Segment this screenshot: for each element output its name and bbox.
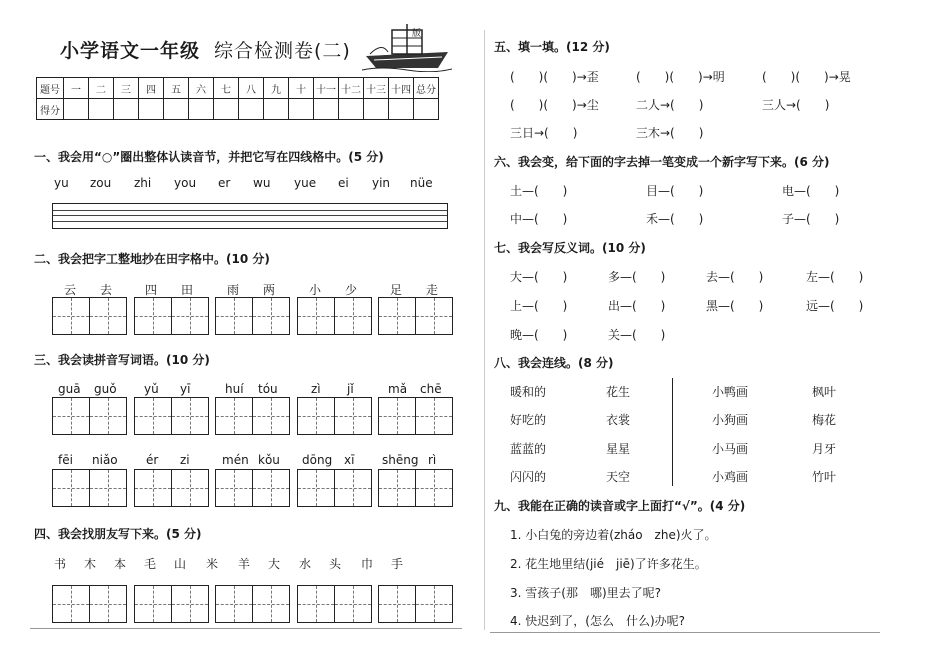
tianzi-grid[interactable] [215, 469, 290, 507]
pinyin: yī [180, 382, 191, 396]
pinyin: yǔ [144, 382, 159, 396]
match-right-word[interactable]: 竹叶 [812, 470, 837, 484]
syllable[interactable]: ei [338, 176, 349, 190]
antonym-item[interactable]: 左—( ) [806, 270, 864, 284]
friend-char: 米 [206, 557, 219, 571]
match-left-word[interactable]: 小狗画 [712, 413, 749, 427]
tianzi-grid[interactable] [134, 585, 209, 623]
score-input-cell[interactable] [414, 99, 439, 120]
fill-item[interactable]: ( )( )→明 [636, 70, 725, 84]
tianzi-grid[interactable] [52, 297, 127, 335]
tianzi-grid[interactable] [297, 469, 372, 507]
antonym-item[interactable]: 多—( ) [608, 270, 666, 284]
score-table [36, 77, 439, 120]
bottom-rule-right [490, 632, 880, 633]
score-cell: 一 [64, 78, 89, 99]
score-input-cell[interactable] [89, 99, 114, 120]
score-input-cell[interactable] [214, 99, 239, 120]
antonym-item[interactable]: 出—( ) [608, 299, 666, 313]
score-cell: 十一 [314, 78, 339, 99]
match-divider [672, 378, 673, 486]
match-left-word[interactable]: 小鸭画 [712, 385, 749, 399]
score-input-cell[interactable] [289, 99, 314, 120]
four-line-writing-area[interactable] [52, 203, 448, 229]
boat-logo [362, 22, 452, 72]
syllable[interactable]: nüe [410, 176, 433, 190]
tianzi-grid[interactable] [378, 469, 453, 507]
match-left-word[interactable]: 蓝蓝的 [510, 442, 547, 456]
pinyin: mǎ [388, 382, 408, 396]
tianzi-grid[interactable] [134, 397, 209, 435]
fill-item[interactable]: 三日→( ) [510, 126, 578, 140]
score-input-cell[interactable] [339, 99, 364, 120]
pinyin: ér [146, 453, 159, 467]
page-title: 小学语文一年级 [60, 40, 201, 62]
copy-char: 足 [390, 283, 403, 297]
pinyin: chē [420, 382, 442, 396]
tianzi-grid[interactable] [134, 469, 209, 507]
pinyin: tóu [258, 382, 278, 396]
friend-char: 毛 [144, 557, 157, 571]
antonym-item[interactable]: 去—( ) [706, 270, 764, 284]
match-left-word[interactable]: 小鸡画 [712, 470, 749, 484]
score-cell: 十四 [389, 78, 414, 99]
match-right-word[interactable]: 衣裳 [606, 413, 631, 427]
syllable[interactable]: yin [372, 176, 391, 190]
match-right-word[interactable]: 梅花 [812, 413, 837, 427]
friend-char: 书 [54, 557, 67, 571]
friend-char: 木 [84, 557, 97, 571]
antonym-item[interactable]: 黑—( ) [706, 299, 764, 313]
section-9-heading: 九、我能在正确的读音或字上面打“√”。(4 分) [494, 499, 746, 513]
copy-char: 小 [309, 283, 322, 297]
antonym-item[interactable]: 晚—( ) [510, 328, 568, 342]
pinyin: huí [225, 382, 244, 396]
tianzi-grid[interactable] [378, 585, 453, 623]
tianzi-grid[interactable] [297, 297, 372, 335]
syllable[interactable]: you [174, 176, 197, 190]
pinyin: fēi [58, 453, 73, 467]
remove-stroke-item[interactable]: 中—( ) [510, 212, 568, 226]
section-6-heading: 六、我会变，给下面的字去掉一笔变成一个新字写下来。(6 分) [494, 155, 830, 169]
score-cell: 三 [114, 78, 139, 99]
score-cell: 六 [189, 78, 214, 99]
copy-char: 四 [145, 283, 158, 297]
fill-item[interactable]: ( )( )→晃 [762, 70, 851, 84]
tianzi-grid[interactable] [134, 297, 209, 335]
friend-char: 山 [174, 557, 187, 571]
score-table-row-score [37, 99, 439, 120]
score-cell: 十 [289, 78, 314, 99]
match-left-word[interactable]: 暖和的 [510, 385, 547, 399]
tianzi-grid[interactable] [378, 397, 453, 435]
antonym-item[interactable]: 远—( ) [806, 299, 864, 313]
tianzi-grid[interactable] [215, 297, 290, 335]
tianzi-grid[interactable] [215, 585, 290, 623]
section-1-heading: 一、我会用“○”圈出整体认读音节，并把它写在四线格中。(5 分) [34, 150, 384, 164]
boat-logo-label: 版 [412, 29, 422, 39]
section-4-heading: 四、我会找朋友写下来。(5 分) [34, 527, 202, 541]
antonym-item[interactable]: 上—( ) [510, 299, 568, 313]
match-left-word[interactable]: 好吃的 [510, 413, 547, 427]
syllable[interactable]: wu [253, 176, 271, 190]
tianzi-grid[interactable] [52, 469, 127, 507]
fill-item[interactable]: 三木→( ) [636, 126, 704, 140]
match-right-word[interactable]: 枫叶 [812, 385, 837, 399]
score-cell: 四 [139, 78, 164, 99]
fill-item[interactable]: 二人→( ) [636, 98, 704, 112]
pinyin: shēng [382, 453, 419, 467]
score-cell: 十三 [364, 78, 389, 99]
score-cell: 九 [264, 78, 289, 99]
friend-char: 水 [299, 557, 312, 571]
score-input-cell[interactable] [114, 99, 139, 120]
section-3-heading: 三、我会读拼音写词语。(10 分) [34, 353, 210, 367]
page-divider [484, 30, 485, 630]
syllable[interactable]: zou [90, 176, 112, 190]
friend-char: 大 [268, 557, 281, 571]
tianzi-grid[interactable] [52, 585, 127, 623]
check-item[interactable]: 2. 花生地里结(jié jiē)了许多花生。 [510, 557, 707, 571]
score-cell: 五 [164, 78, 189, 99]
match-right-word[interactable]: 天空 [606, 470, 631, 484]
tianzi-grid[interactable] [52, 397, 127, 435]
match-left-word[interactable]: 闪闪的 [510, 470, 547, 484]
pinyin: niǎo [92, 453, 118, 467]
score-input-cell[interactable] [139, 99, 164, 120]
antonym-item[interactable]: 大—( ) [510, 270, 568, 284]
score-cell: 二 [89, 78, 114, 99]
score-cell: 七 [214, 78, 239, 99]
pinyin: rì [428, 453, 437, 467]
friend-char: 巾 [361, 557, 374, 571]
tianzi-grid[interactable] [378, 297, 453, 335]
copy-char: 雨 [227, 283, 240, 297]
copy-char: 去 [100, 283, 113, 297]
remove-stroke-item[interactable]: 电—( ) [782, 184, 840, 198]
score-input-cell[interactable] [364, 99, 389, 120]
friend-char: 羊 [238, 557, 251, 571]
copy-char: 走 [426, 283, 439, 297]
match-right-word[interactable]: 星星 [606, 442, 631, 456]
check-item[interactable]: 1. 小白兔的旁边着(zháo zhe)火了。 [510, 528, 717, 542]
check-item[interactable]: 4. 快迟到了，(怎么 什么)办呢? [510, 614, 685, 628]
fill-item[interactable]: 三人→( ) [762, 98, 830, 112]
score-input-cell[interactable] [64, 99, 89, 120]
score-input-cell[interactable] [389, 99, 414, 120]
section-7-heading: 七、我会写反义词。(10 分) [494, 241, 646, 255]
pinyin: jǐ [347, 382, 354, 396]
page-subtitle: 综合检测卷(二) [214, 40, 351, 62]
copy-char: 少 [345, 283, 358, 297]
check-item[interactable]: 3. 雪孩子(那 哪)里去了呢? [510, 586, 661, 600]
friend-char: 头 [329, 557, 342, 571]
score-input-cell[interactable] [189, 99, 214, 120]
syllable[interactable]: yue [294, 176, 317, 190]
copy-char: 两 [263, 283, 276, 297]
score-input-cell[interactable] [239, 99, 264, 120]
copy-char: 田 [181, 283, 194, 297]
pinyin: zi [180, 453, 190, 467]
pinyin: guā [58, 382, 81, 396]
section-8-heading: 八、我会连线。(8 分) [494, 356, 614, 370]
pinyin: xī [344, 453, 355, 467]
score-cell: 八 [239, 78, 264, 99]
remove-stroke-item[interactable]: 目—( ) [646, 184, 704, 198]
friend-char: 本 [114, 557, 127, 571]
tianzi-grid[interactable] [297, 585, 372, 623]
tianzi-grid[interactable] [215, 397, 290, 435]
score-cell: 十二 [339, 78, 364, 99]
pinyin: zì [311, 382, 321, 396]
syllable[interactable]: er [218, 176, 231, 190]
copy-char: 云 [64, 283, 77, 297]
antonym-item[interactable]: 关—( ) [608, 328, 666, 342]
tianzi-grid[interactable] [297, 397, 372, 435]
pinyin: dōng [302, 453, 333, 467]
friend-char: 手 [391, 557, 404, 571]
score-cell: 得分 [37, 99, 64, 120]
section-2-heading: 二、我会把字工整地抄在田字格中。(10 分) [34, 252, 270, 266]
pinyin: guǒ [94, 382, 117, 396]
remove-stroke-item[interactable]: 子—( ) [782, 212, 840, 226]
score-cell: 总分 [414, 78, 439, 99]
score-input-cell[interactable] [314, 99, 339, 120]
syllable[interactable]: zhi [134, 176, 152, 190]
fill-item[interactable]: ( )( )→歪 [510, 70, 599, 84]
match-right-word[interactable]: 月牙 [812, 442, 837, 456]
bottom-rule-left [30, 628, 462, 629]
match-right-word[interactable]: 花生 [606, 385, 631, 399]
score-table-row-header [37, 78, 439, 99]
match-left-word[interactable]: 小马画 [712, 442, 749, 456]
remove-stroke-item[interactable]: 土—( ) [510, 184, 568, 198]
score-input-cell[interactable] [264, 99, 289, 120]
pinyin: mén [222, 453, 249, 467]
score-cell: 题号 [37, 78, 64, 99]
pinyin: kǒu [258, 453, 280, 467]
syllable[interactable]: yu [54, 176, 69, 190]
score-input-cell[interactable] [164, 99, 189, 120]
remove-stroke-item[interactable]: 禾—( ) [646, 212, 704, 226]
fill-item[interactable]: ( )( )→尘 [510, 98, 599, 112]
section-5-heading: 五、填一填。(12 分) [494, 40, 610, 54]
